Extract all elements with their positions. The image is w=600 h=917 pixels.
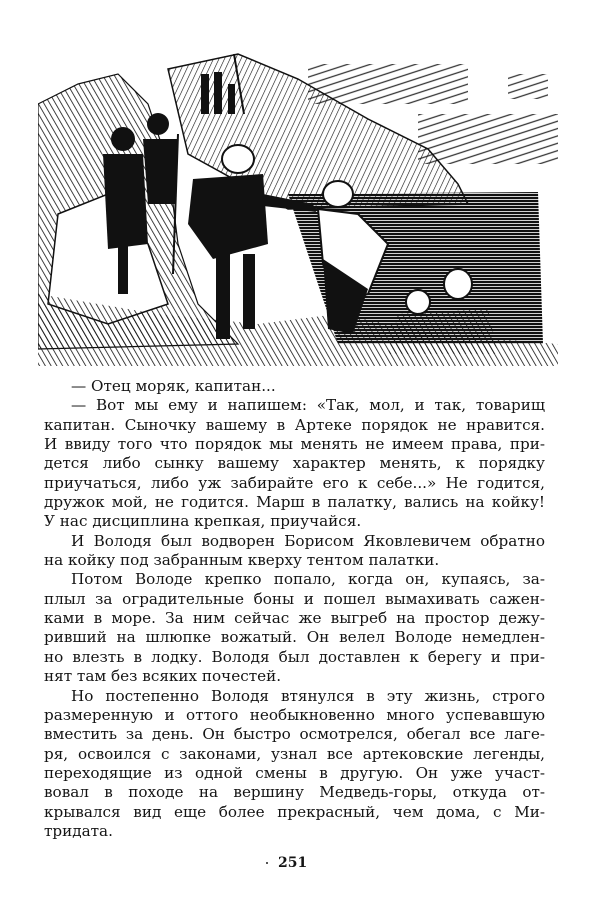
text-line: приучаться, либо уж забирайте его к себе...» Не годится, (44, 473, 545, 492)
text-line: У нас дисциплина крепкая, приучайся. (44, 512, 362, 531)
paragraph (44, 532, 545, 571)
text-line: дружок мой, не годится. Марш в палатку, вались на койку! (44, 493, 545, 512)
text-line: Но постепенно Володя втянулся в эту жизнь, строго (71, 686, 545, 705)
text-line: крывался вид еще более прекрасный, чем дома, с Ми- (44, 802, 545, 821)
paragraph (44, 377, 545, 396)
paragraph (44, 396, 545, 531)
paragraph (44, 687, 545, 842)
text-line: нят там без всяких почестей. (44, 667, 282, 686)
text-line: размеренную и оттого необыкновенно много успевавшую (44, 705, 545, 724)
book-illustration (38, 44, 566, 366)
text-line: но влезть в лодку. Володя был доставлен к берегу и при- (44, 647, 545, 666)
text-line: И ввиду того что порядок мы менять не имеем права, при- (44, 435, 545, 454)
text-line: ря, освоился с законами, узнал все артековские легенды, (44, 744, 545, 763)
text-line: плыл за оградительные боны и пошел вымахивать сажен- (44, 589, 545, 608)
page-number: 251 (278, 855, 308, 871)
text-line: тридата. (44, 821, 113, 840)
body-text (44, 377, 545, 841)
text-line: дется либо сынку вашему характер менять, к порядку (44, 454, 545, 473)
text-line: — Вот мы ему и напишем: «Так, мол, и так, товарищ (71, 396, 545, 415)
text-line: — Отец моряк, капитан... (71, 377, 276, 395)
paragraph (44, 570, 545, 686)
text-line: ривший на шлюпке вожатый. Он велел Володе немедлен- (44, 628, 545, 647)
text-line: ками в море. За ним сейчас же выгреб на простор дежу- (44, 609, 545, 628)
text-line: Потом Володе крепко попало, когда он, купаясь, за- (71, 570, 545, 589)
text-line: на койку под забранным кверху тентом палатки. (44, 551, 440, 570)
text-line: вместить за день. Он быстро осмотрелся, обегал все лаге- (44, 725, 545, 744)
text-line: капитан. Сыночку вашему в Артеке порядок не нравится. (44, 415, 545, 434)
text-line: вовал в походе на вершину Медведь-горы, откуда от- (44, 783, 545, 802)
text-line: переходящие из одной смены в другую. Он уже участ- (44, 763, 545, 782)
text-line: И Володя был водворен Борисом Яковлевичем обратно (71, 531, 545, 550)
print-speck (266, 862, 268, 864)
